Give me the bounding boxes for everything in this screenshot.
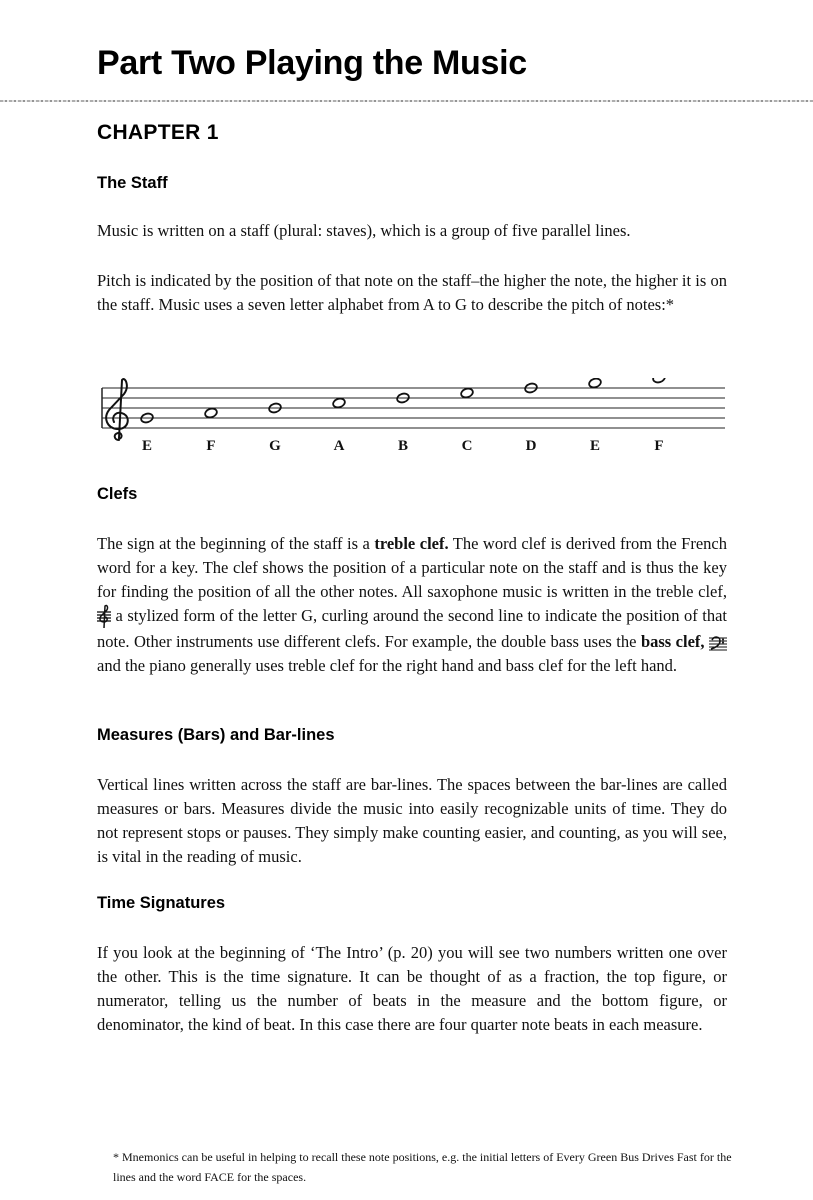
chapter-heading: CHAPTER 1: [97, 121, 219, 144]
clefs-text-d: a stylized form of the letter G, curling around the second line to indicate the position of that note. Other instruments use different clefs. For example, the double bass uses the: [97, 606, 727, 652]
time-signatures-heading: Time Signatures: [97, 894, 226, 912]
note-head: [652, 378, 666, 384]
note-head: [588, 378, 602, 389]
note-head: [332, 397, 346, 409]
staff-lines: [102, 388, 725, 428]
note-label: F: [654, 438, 664, 454]
inline-treble-clef-icon: [97, 604, 111, 630]
note-label: C: [461, 438, 473, 454]
note-label: B: [397, 438, 409, 454]
notes-group: [140, 378, 666, 454]
staff-heading: The Staff: [97, 174, 168, 192]
clefs-text-f: and the piano generally uses treble clef for the right hand and bass clef for the left hand.: [97, 656, 678, 676]
note-label: E: [141, 438, 153, 454]
note-label: G: [269, 438, 281, 454]
time-signatures-paragraph: If you look at the beginning of ‘The Intro’ (p. 20) you will see two numbers written one over the other. This is the time signature. It can be thought of as a fraction, the top figure, or numerator, telling us the number of beats in the measure and the bottom figure, or denominator, the kind of beat. In this case there are four quarter note beats in each measure.: [97, 943, 727, 1034]
note-label: D: [525, 438, 537, 454]
treble-clef-term: treble clef.: [374, 534, 449, 553]
note-head: [204, 407, 218, 419]
staff-paragraph-1: Music is written on a staff (plural: staves), which is a group of five parallel lines.: [97, 221, 631, 240]
bass-clef-term: bass clef,: [640, 632, 705, 652]
clefs-text-c: The word clef is derived from the French word for a key. The clef shows the position of a particular note on the staff and is thus the key for finding the position of all the other notes. All saxophone music is written in the treble clef,: [97, 534, 727, 601]
staff-paragraph-2: Pitch is indicated by the position of that note on the staff–the higher the note, the higher it is on the staff. Music uses a seven letter alphabet from A to G to describe the pitch of notes:*: [97, 271, 727, 314]
staff-example: [97, 378, 727, 458]
footnote: * Mnemonics can be useful in helping to recall these note positions, e.g. the initial letters of Every Green Bus Drives Fast for the lines and the word FACE for the spaces.: [113, 1150, 732, 1184]
title-rule: [0, 100, 813, 102]
note-head: [460, 387, 474, 399]
note-label: E: [589, 438, 601, 454]
note-label: F: [206, 438, 216, 454]
part-title: Part Two Playing the Music: [97, 44, 527, 82]
inline-bass-clef-icon: [709, 635, 727, 651]
clefs-heading: Clefs: [97, 485, 138, 503]
clefs-paragraph: [97, 532, 727, 678]
measures-paragraph: Vertical lines written across the staff are bar-lines. The spaces between the bar-lines are called measures or bars. Measures divide the music into easily recognizable units of time. They do not represent stops or pauses. They simply make counting easier, and counting, as you will see, is vital in the reading of music.: [97, 775, 727, 866]
measures-heading: Measures (Bars) and Bar-lines: [97, 726, 335, 744]
clefs-text-a: The sign at the beginning of the staff is a: [97, 534, 375, 553]
note-label: A: [333, 438, 345, 454]
